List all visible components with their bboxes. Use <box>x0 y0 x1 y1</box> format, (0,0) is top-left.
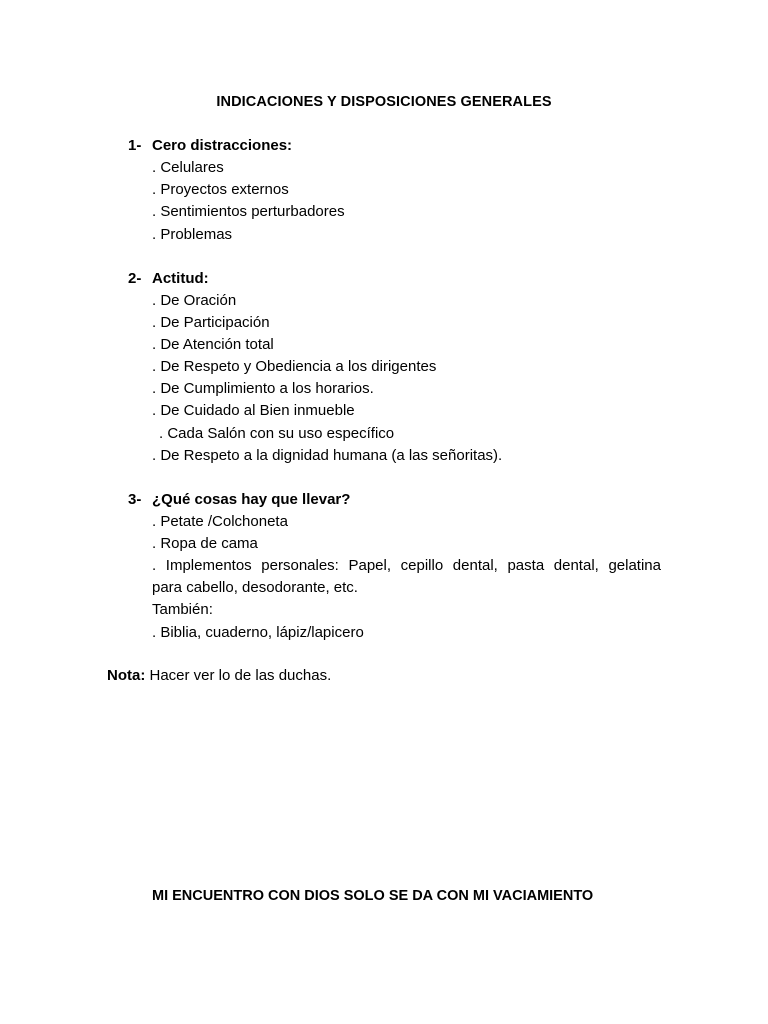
section-3-number: 3- <box>128 491 142 508</box>
list-item: . Proyectos externos <box>152 181 289 198</box>
list-item: . Petate /Colchoneta <box>152 513 288 530</box>
list-item: . Problemas <box>152 226 233 243</box>
section-2-title: Actitud: <box>152 270 209 287</box>
note <box>107 667 331 684</box>
list-item: . De Respeto y Obediencia a los dirigentes <box>152 358 437 375</box>
list-item: . Implementos personales: Papel, cepillo dental, pasta dental, gelatina <box>152 557 661 574</box>
list-item: . De Cumplimiento a los horarios. <box>152 380 374 397</box>
list-item: . Biblia, cuaderno, lápiz/lapicero <box>152 624 364 641</box>
section-3-heading <box>128 491 350 508</box>
note-text: Hacer ver lo de las duchas. <box>145 667 332 684</box>
section-1-title: Cero distracciones: <box>152 137 293 154</box>
list-subheading: También: <box>152 601 213 618</box>
section-1-number: 1- <box>128 137 142 154</box>
closing-statement: MI ENCUENTRO CON DIOS SOLO SE DA CON MI VACIAMIENTO <box>152 888 594 904</box>
list-item: . De Cuidado al Bien inmueble <box>152 402 355 419</box>
section-3-title: ¿Qué cosas hay que llevar? <box>152 491 351 508</box>
section-1-heading <box>128 137 292 154</box>
note-label: Nota: <box>107 667 146 684</box>
list-item: . Ropa de cama <box>152 535 258 552</box>
page-title: INDICACIONES Y DISPOSICIONES GENERALES <box>216 94 552 110</box>
section-2-number: 2- <box>128 270 142 287</box>
list-item: . De Atención total <box>152 336 274 353</box>
list-item: . De Participación <box>152 314 270 331</box>
list-item-continuation: para cabello, desodorante, etc. <box>152 579 358 596</box>
list-item: . De Oración <box>152 292 237 309</box>
list-item: . Celulares <box>152 159 224 176</box>
section-2-heading <box>128 270 209 287</box>
list-item: . Cada Salón con su uso específico <box>159 425 395 442</box>
list-item: . De Respeto a la dignidad humana (a las señoritas). <box>152 447 503 464</box>
list-item: . Sentimientos perturbadores <box>152 203 345 220</box>
